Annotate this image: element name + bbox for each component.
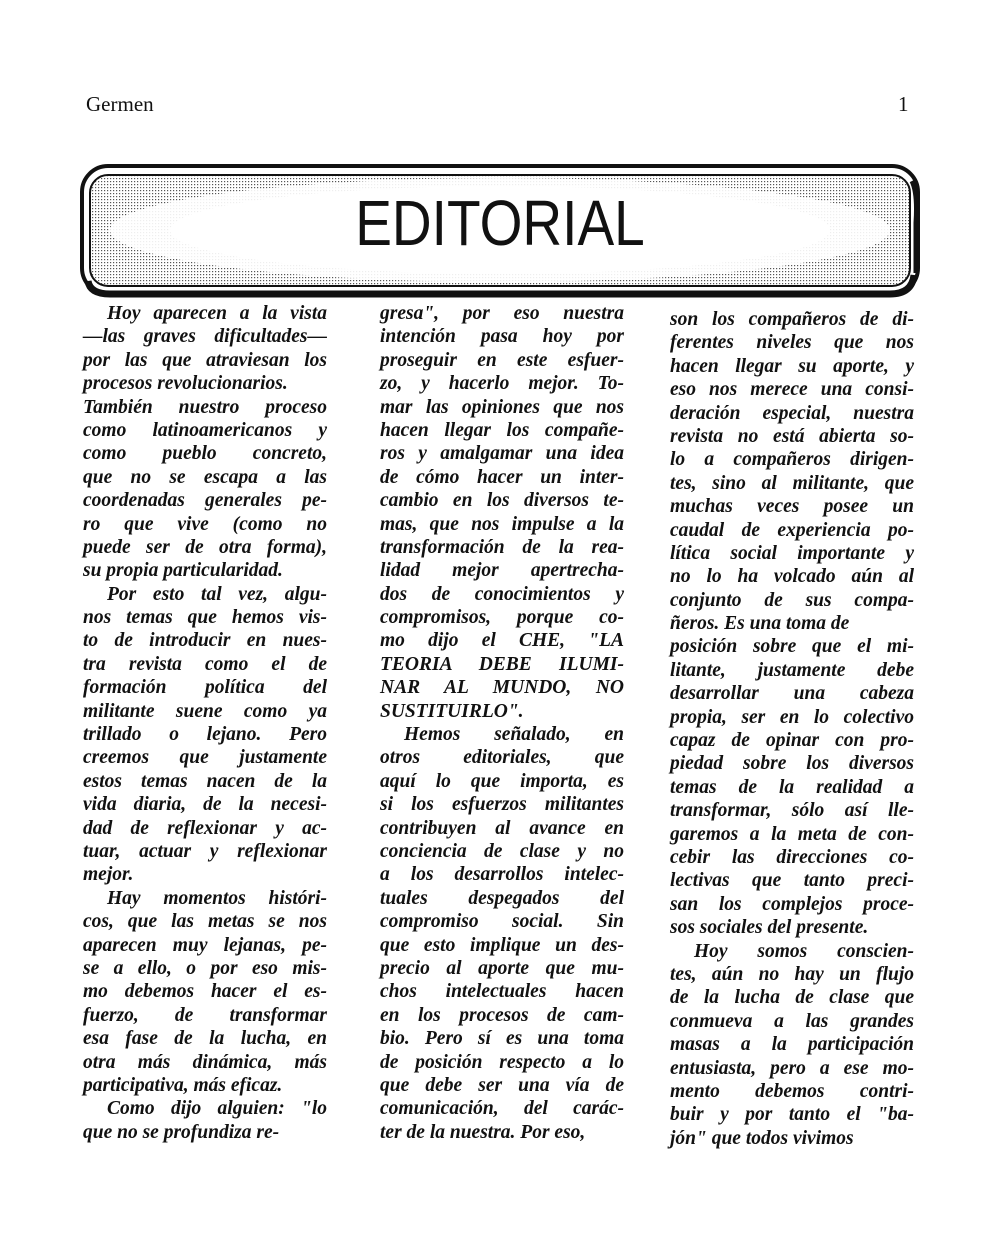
text-line: También nuestro proceso [83, 396, 327, 418]
text-line: san los complejos proce- [670, 893, 914, 915]
text-line: posición sobre que el mi- [670, 636, 914, 658]
text-line: jón" que todos vivimos [670, 1127, 854, 1149]
text-line: zo, y hacerlo mejor. To- [380, 373, 624, 395]
text-line: cambio en los diversos te- [380, 490, 624, 512]
text-line: precio al aporte que mu- [380, 957, 624, 979]
text-line: que debe ser una vía de [380, 1074, 624, 1096]
text-line: eso nos merece una consi- [670, 379, 914, 401]
text-column-2 [380, 302, 624, 1144]
text-line: lo a compañeros dirigen- [670, 449, 914, 471]
text-line: se a ello, o por eso mis- [83, 957, 327, 979]
text-line: por las que atraviesan los [83, 349, 327, 371]
text-line: ferentes niveles que nos [670, 332, 914, 354]
text-line: no lo ha volcado aún al [670, 566, 914, 588]
text-line: NAR AL MUNDO, NO [380, 677, 624, 699]
text-line: transformación de la rea- [380, 536, 624, 558]
text-line: cos, que las metas se nos [83, 911, 327, 933]
text-line: garemos a la meta de con- [670, 823, 914, 845]
text-line: ter de la nuestra. Por eso, [380, 1121, 586, 1143]
text-line: mo debemos hacer el es- [83, 981, 327, 1003]
text-line: tes, sino al militante, que [670, 472, 914, 494]
text-line: caudal de experiencia po- [670, 519, 914, 541]
text-line: formación política del [83, 677, 327, 699]
text-line: hacen llegar los compañe- [380, 419, 624, 441]
text-line: lectivas que tanto preci- [670, 870, 914, 892]
text-line: tra revista como el de [83, 653, 327, 675]
text-line: to de introducir en nues- [83, 630, 327, 652]
text-line: aparecen muy lejanas, pe- [83, 934, 327, 956]
text-column-1 [83, 302, 327, 1144]
text-line: hacen llegar su aporte, y [670, 355, 914, 377]
text-line: son los compañeros de di- [670, 309, 914, 330]
text-line: de cómo hacer un inter- [380, 466, 624, 488]
text-line: Hay momentos históri- [107, 887, 327, 909]
text-line: temas de la realidad a [670, 776, 914, 798]
text-line: cebir las direcciones co- [670, 846, 914, 868]
text-line: fuerzo, de transformar [83, 1004, 327, 1026]
text-line: ñeros. Es una toma de [670, 613, 850, 635]
text-line: que no se profundiza re- [83, 1121, 280, 1143]
text-line: que no se escapa a las [83, 466, 327, 488]
text-line: tes, aún no hay un flujo [670, 963, 914, 985]
text-line: tuar, actuar y reflexionar [83, 840, 327, 862]
text-line: compromiso social. Sin [380, 911, 624, 933]
editorial-banner [80, 163, 920, 298]
text-line: tuales despegados del [380, 887, 624, 909]
page-number: 1 [898, 92, 909, 116]
text-line: comunicación, del carác- [380, 1098, 624, 1120]
text-line: mejor. [83, 864, 134, 886]
text-line: bio. Pero sí es una toma [380, 1028, 624, 1050]
text-line: de posición respecto a lo [380, 1051, 624, 1073]
text-line: trillado o lejano. Pero [83, 724, 327, 746]
text-line: deración especial, nuestra [670, 402, 914, 424]
text-line: si los esfuerzos militantes [380, 794, 624, 816]
text-line: mento debemos contri- [670, 1080, 914, 1102]
text-line: conciencia de clase y no [380, 840, 624, 862]
text-line: Hoy somos conscien- [694, 940, 914, 962]
text-line: como latinoamericanos y [83, 419, 327, 441]
text-line: lítica social importante y [670, 542, 914, 564]
text-line: otros editoriales, que [380, 747, 624, 769]
text-line: de la lucha de clase que [670, 987, 914, 1009]
text-line: creemos que justamente [83, 747, 327, 769]
text-line: ro que vive (como no [83, 513, 327, 535]
text-line: conjunto de sus compa- [670, 589, 914, 611]
text-line: propia, ser en lo colectivo [670, 706, 914, 728]
text-line: procesos revolucionarios. [83, 373, 288, 395]
text-line: participativa, más eficaz. [83, 1074, 283, 1096]
text-line: capaz de opinar con pro- [670, 730, 914, 752]
text-line: militante suene como ya [83, 700, 327, 722]
text-line: Por esto tal vez, algu- [107, 583, 327, 605]
text-line: muchas veces posee un [670, 496, 914, 518]
text-line: desarrollar una cabeza [670, 683, 914, 705]
text-line: Hoy aparecen a la vista [107, 303, 327, 324]
text-line: mo dijo el CHE, "LA [380, 630, 624, 652]
text-line: otra más dinámica, más [83, 1051, 327, 1073]
text-line: Hemos señalado, en [404, 724, 624, 746]
text-line: coordenadas generales pe- [83, 490, 327, 512]
running-head-title: Germen [86, 92, 154, 116]
text-line: que esto implique un des- [380, 934, 624, 956]
text-line: litante, justamente debe [670, 659, 914, 681]
text-line: revista no está abierta so- [670, 425, 914, 447]
text-line: TEORIA DEBE ILUMI- [380, 653, 624, 675]
text-line: intención pasa hoy por [380, 326, 624, 348]
editorial-title: EDITORIAL [355, 187, 645, 259]
text-line: gresa", por eso nuestra [380, 303, 624, 324]
text-line: mas, que nos impulse a la [380, 513, 624, 535]
text-line: entusiasta, pero a ese mo- [670, 1057, 914, 1079]
text-line: buir y por tanto el "ba- [670, 1104, 914, 1126]
text-line: dad de reflexionar y ac- [83, 817, 327, 839]
text-column-3 [670, 308, 914, 1150]
text-line: conmueva a las grandes [670, 1010, 914, 1032]
text-line: aquí lo que importa, es [380, 770, 624, 792]
text-line: sos sociales del presente. [670, 917, 869, 939]
text-line: su propia particularidad. [83, 560, 283, 582]
text-line: puede ser de otra forma), [83, 536, 327, 558]
text-line: mar las opiniones que nos [380, 396, 624, 418]
text-line: lidad mejor apertrecha- [380, 560, 624, 582]
text-line: chos intelectuales hacen [380, 981, 624, 1003]
text-line: vida diaria, de la necesi- [83, 794, 327, 816]
text-line: Como dijo alguien: "lo [107, 1098, 327, 1120]
text-line: a los desarrollos intelec- [380, 864, 624, 886]
text-line: masas a la participación [670, 1034, 914, 1056]
text-line: en los procesos de cam- [380, 1004, 624, 1026]
text-line: esa fase de la lucha, en [83, 1028, 327, 1050]
text-line: estos temas nacen de la [83, 770, 327, 792]
text-line: ros y amalgamar una idea [380, 443, 624, 465]
text-line: SUSTITUIRLO". [380, 700, 524, 722]
text-line: dos de conocimientos y [380, 583, 624, 605]
text-line: compromisos, porque co- [380, 607, 624, 629]
text-line: proseguir en este esfuer- [380, 349, 624, 371]
text-line: —las graves dificultades— [83, 326, 327, 348]
text-line: nos temas que hemos vis- [83, 607, 327, 629]
text-line: contribuyen al avance en [380, 817, 624, 839]
text-line: piedad sobre los diversos [670, 753, 914, 775]
text-line: como pueblo concreto, [83, 443, 327, 465]
text-line: transformar, sólo así lle- [670, 800, 914, 822]
